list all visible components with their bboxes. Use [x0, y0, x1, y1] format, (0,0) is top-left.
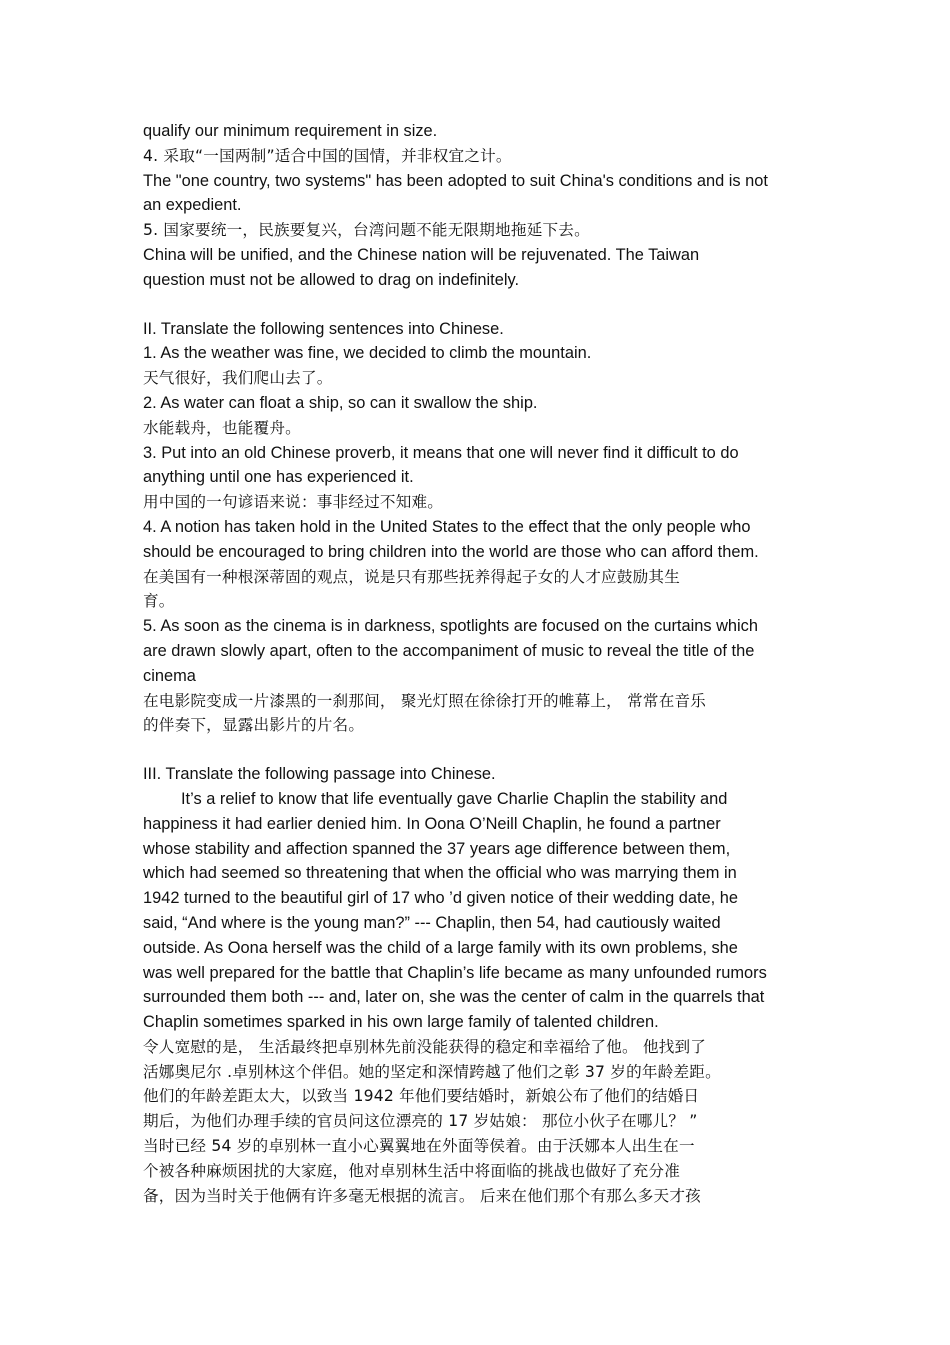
passage-english-line: outside. As Oona herself was the child of a large family with its own problems, she [143, 938, 738, 957]
passage-english-line: said, “And where is the young man?” --- Chaplin, then 54, had cautiously waited [143, 913, 721, 932]
s2-item-4-chinese-cont: 育。 [143, 592, 175, 611]
passage-english-line: 1942 turned to the beautiful girl of 17 who ’d given notice of their wedding date, he [143, 889, 739, 908]
s2-item-4-english: 4. A notion has taken hold in the United States to the effect that the only people who [143, 517, 751, 536]
s2-item-5-english-cont2: cinema [143, 666, 196, 685]
item-5-english-cont: question must not be allowed to drag on indefinitely. [143, 270, 520, 289]
s2-item-1-english: 1. As the weather was fine, we decided to climb the mountain. [143, 344, 592, 363]
passage-chinese-line: 令人宽慰的是， 生活最终把卓别林先前没能获得的稳定和幸福给了他。 他找到了 [143, 1037, 707, 1056]
s2-item-5-chinese: 在电影院变成一片漆黑的一刹那间， 聚光灯照在徐徐打开的帷幕上， 常常在音乐 [143, 691, 707, 710]
passage-chinese-line: 期后，为他们办理手续的官员问这位漂亮的 17 岁姑娘： 那位小伙子在哪儿？ ” [143, 1112, 698, 1131]
passage-english-line: whose stability and affection spanned the 37 years age difference between them, [143, 839, 731, 858]
passage-english-line: Chaplin sometimes sparked in his own large family of talented children. [143, 1013, 659, 1032]
item-5-chinese: 5. 国家要统一，民族要复兴，台湾问题不能无限期地拖延下去。 [143, 221, 590, 240]
item-4-english-cont: an expedient. [143, 196, 242, 215]
passage-chinese-line: 备，因为当时关于他俩有许多毫无根据的流言。 后来在他们那个有那么多天才孩 [143, 1186, 701, 1205]
passage-chinese-line: 当时已经 54 岁的卓别林一直小心翼翼地在外面等侯着。由于沃娜本人出生在一 [143, 1137, 695, 1156]
text-line: qualify our minimum requirement in size. [143, 122, 438, 140]
s2-item-2-chinese: 水能载舟，也能覆舟。 [143, 418, 301, 437]
s2-item-5-english-cont: are drawn slowly apart, often to the accompaniment of music to reveal the title of the [143, 641, 755, 660]
s2-item-2-english: 2. As water can float a ship, so can it swallow the ship. [143, 393, 538, 412]
passage-chinese-line: 活娜奥尼尔 .卓别林这个伴侣。她的坚定和深情跨越了他们之彰 37 岁的年龄差距。 [143, 1062, 721, 1081]
section-3-heading: III. Translate the following passage into Chinese. [143, 765, 496, 784]
s2-item-3-english: 3. Put into an old Chinese proverb, it means that one will never find it difficult to do [143, 443, 739, 462]
s2-item-3-chinese: 用中国的一句谚语来说：事非经过不知难。 [143, 493, 444, 512]
passage-english-line: was well prepared for the battle that Chaplin’s life became as many unfounded rumors [143, 963, 767, 982]
section-2-heading: II. Translate the following sentences into Chinese. [143, 319, 504, 338]
passage-chinese-line: 他们的年龄差距太大，以致当 1942 年他们要结婚时，新娘公布了他们的结婚日 [143, 1087, 700, 1106]
s2-item-4-chinese: 在美国有一种根深蒂固的观点，说是只有那些抚养得起子女的人才应鼓励其生 [143, 567, 680, 586]
passage-english-line: which had seemed so threatening that when the official who was marrying them in [143, 864, 737, 883]
item-5-english: China will be unified, and the Chinese nation will be rejuvenated. The Taiwan [143, 245, 700, 264]
passage-english-line: happiness it had earlier denied him. In Oona O’Neill Chaplin, he found a partner [143, 814, 721, 833]
passage-english-line: It’s a relief to know that life eventually gave Charlie Chaplin the stability and [181, 789, 728, 808]
s2-item-1-chinese: 天气很好，我们爬山去了。 [143, 369, 333, 388]
document-page [143, 119, 833, 1208]
s2-item-3-english-cont: anything until one has experienced it. [143, 468, 414, 487]
s2-item-4-english-cont: should be encouraged to bring children into the world are those who can afford them. [143, 542, 759, 561]
section-gap [143, 293, 833, 317]
s2-item-5-chinese-cont: 的伴奏下，显露出影片的片名。 [143, 716, 365, 735]
passage-chinese-line: 个被各种麻烦困扰的大家庭，他对卓别林生活中将面临的挑战也做好了充分准 [143, 1161, 680, 1180]
section-gap [143, 738, 833, 762]
item-4-english: The "one country, two systems" has been adopted to suit China's conditions and is not [143, 171, 768, 190]
item-4-chinese: 4. 采取“一国两制”适合中国的国情，并非权宜之计。 [143, 146, 512, 165]
s2-item-5-english: 5. As soon as the cinema is in darkness, spotlights are focused on the curtains which [143, 617, 758, 636]
passage-english-line: surrounded them both --- and, later on, she was the center of calm in the quarrels that [143, 988, 765, 1007]
